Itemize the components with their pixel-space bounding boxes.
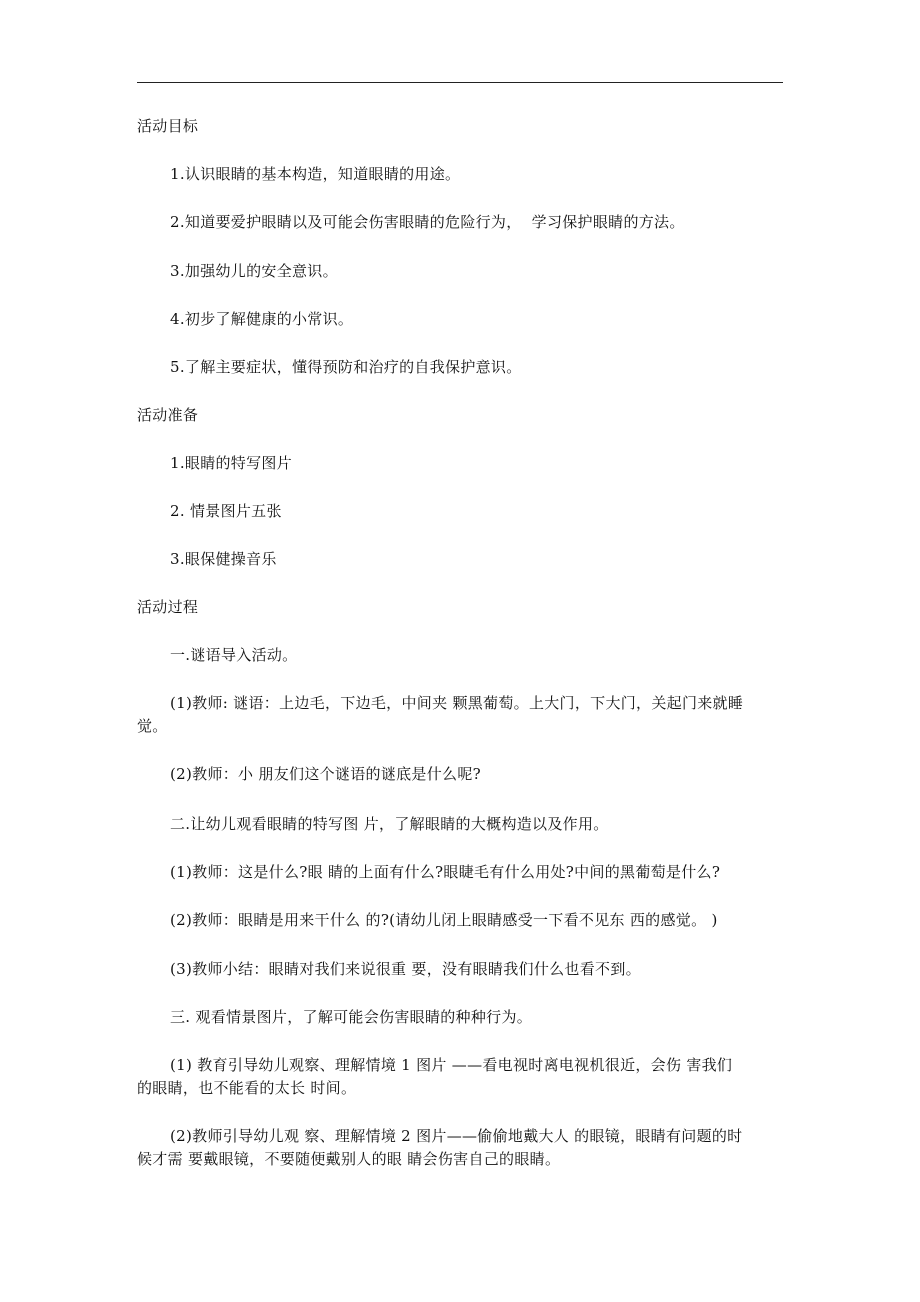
process-line: (1)教师: 谜语：上边毛，下边毛，中间夹 颗黑葡萄。上大门，下大门，关起门来就睡 xyxy=(170,694,744,712)
section-heading-goals: 活动目标 xyxy=(137,117,199,135)
process-line: (1)教师：这是什么?眼 睛的上面有什么?眼睫毛有什么用处?中间的黑葡萄是什么? xyxy=(170,863,721,881)
goal-item-1: 1.认识眼睛的基本构造，知道眼睛的用途。 xyxy=(170,165,461,183)
process-step-3: 三. 观看情景图片，了解可能会伤害眼睛的种种行为。 xyxy=(170,1008,533,1026)
goal-item-3: 3.加强幼儿的安全意识。 xyxy=(170,262,338,280)
section-heading-preparation: 活动准备 xyxy=(137,406,199,424)
process-line-continued: 候才需 要戴眼镜，不要随便戴别人的眼 睛会伤害自己的眼睛。 xyxy=(137,1150,561,1168)
goal-item-2: 2.知道要爱护眼睛以及可能会伤害眼睛的危险行为， 学习保护眼睛的方法。 xyxy=(170,213,685,231)
process-line-continued: 觉。 xyxy=(137,717,168,735)
process-step-2: 二.让幼儿观看眼睛的特写图 片，了解眼睛的大概构造以及作用。 xyxy=(170,815,609,833)
section-heading-process: 活动过程 xyxy=(137,598,199,616)
process-line: (3)教师小结：眼睛对我们来说很重 要，没有眼睛我们什么也看不到。 xyxy=(170,960,641,978)
goal-item-5: 5.了解主要症状，懂得预防和治疗的自我保护意识。 xyxy=(170,358,522,376)
process-step-1: 一.谜语导入活动。 xyxy=(170,646,298,664)
process-line: (2)教师：小 朋友们这个谜语的谜底是什么呢? xyxy=(170,765,481,783)
prep-item-1: 1.眼睛的特写图片 xyxy=(170,454,293,472)
process-line: (2)教师：眼睛是用来干什么 的?(请幼儿闭上眼睛感受一下看不见东 西的感觉。 ) xyxy=(170,911,718,929)
process-line: (1) 教育引导幼儿观察、理解情境 1 图片 ——看电视时离电视机很近，会伤 害我们 xyxy=(170,1056,733,1074)
process-line-continued: 的眼睛，也不能看的太长 时间。 xyxy=(137,1079,357,1097)
process-line: (2)教师引导幼儿观 察、理解情境 2 图片——偷偷地戴大人 的眼镜，眼睛有问题的时 xyxy=(170,1127,743,1145)
prep-item-3: 3.眼保健操音乐 xyxy=(170,550,277,568)
header-rule xyxy=(137,82,783,83)
goal-item-4: 4.初步了解健康的小常识。 xyxy=(170,310,354,328)
prep-item-2: 2. 情景图片五张 xyxy=(170,502,282,520)
